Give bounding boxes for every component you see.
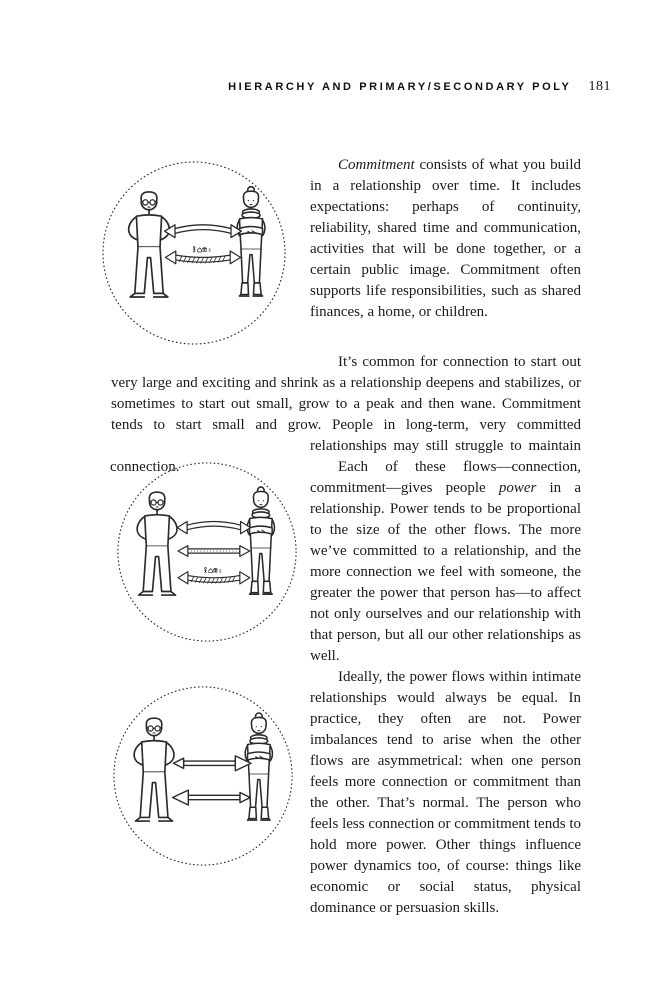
paragraph-text: It’s common for connection to start out very large and exciting and shrink as a relationship deepens and stabilizes, or sometimes to start out small, grow to a peak and then wane. Commitment tends to start small and grow. People in long-term, very committed relationships may [111,354,581,454]
man-figure [137,492,177,595]
paragraph-commitment [310,155,581,323]
paragraph-power-flows [310,457,581,667]
connection-arrow-icon [177,522,250,534]
commitment-arrow-icon [165,247,240,264]
power-arrow-right-icon [173,756,251,771]
power-arrow-left-icon [173,790,251,805]
paragraph-text-after: in a relationship. Power tends to be proportional to the size of the other flows. The more we’ve committed to a relationship, and the more connection we feel with someone, the greater the power that person has—to affect not only ourselves and our relationship with that person, but all our other relationships as well. [310,480,582,664]
woman-figure [245,713,272,820]
power-arrow-icon [178,546,250,557]
chapter-title: HIERARCHY AND PRIMARY/SECONDARY POLY [228,81,572,93]
paragraph-power-imbalance [310,667,581,919]
figure-unequal-power [110,683,296,869]
paragraph-text-tail: still struggle to maintain connection. [110,438,581,475]
figure-connection-commitment [99,158,289,348]
woman-figure [247,487,274,594]
paragraph-text: Ideally, the power flows within intimate relationships would always be equal. In practice, they often are not. Power imbalances tend to arise when the other flows are asymmetrical: when one person feels more connection or commitment than the other. That’s normal. The person who feels less connection or commitment tends to hold more power. Other things influence power dynamics too, of course: things like economic or social status, physical dominance or persuasion skills. [310,669,581,916]
page-number: 181 [588,79,611,94]
connection-arrow-icon [165,225,242,238]
figure-connection-power-commitment [114,459,300,645]
italic-word: power [498,480,537,496]
woman-figure [237,187,265,296]
commitment-arrow-icon [178,567,250,583]
man-figure [129,192,170,297]
running-header [228,79,611,95]
italic-lead: Commitment [338,157,415,173]
paragraph-text: consists of what you build in a relationship over time. It includes expectations: perhaps of continuity, reliability, shared time and communication, activities that will be done together, or a certain public image. Commitment often supports life responsibilities, such as shared finances, a home, or children. [310,157,581,320]
paragraph-text: Each of these flows—connection, commitment—gives people [310,459,581,496]
man-figure [134,718,174,821]
